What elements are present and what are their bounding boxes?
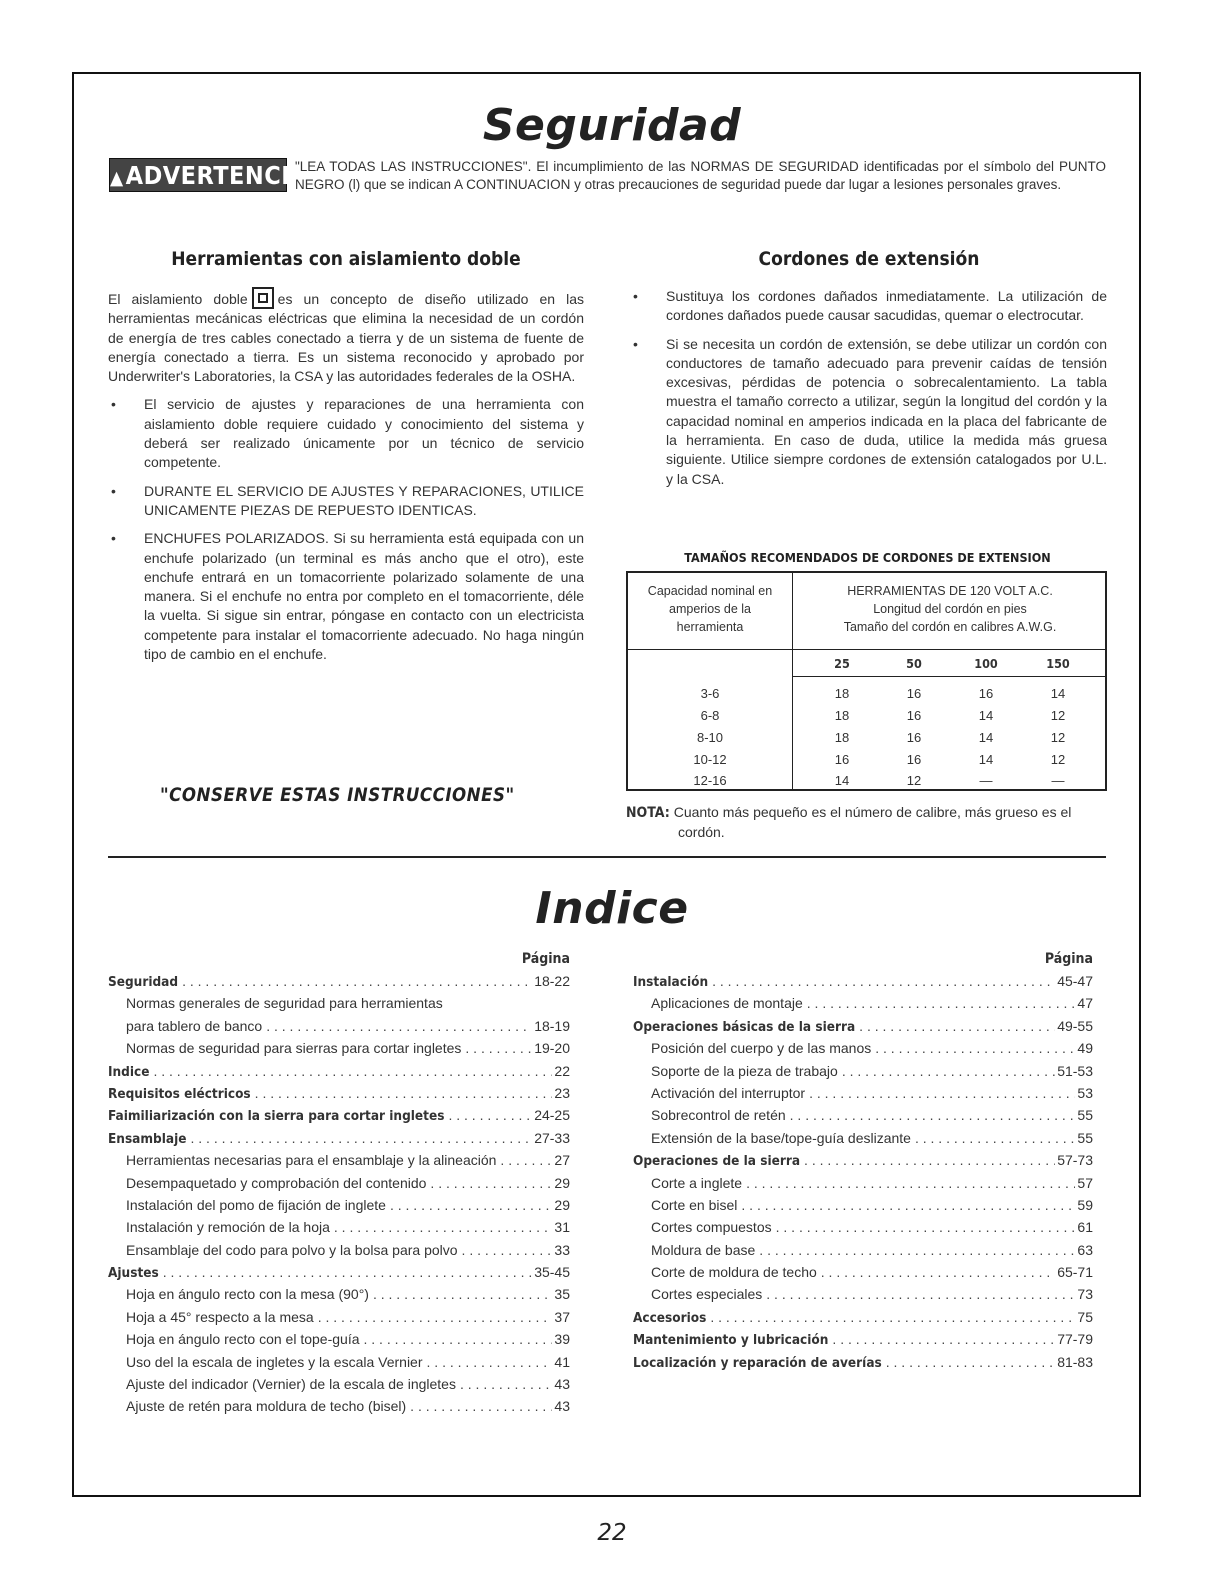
toc-entry-label: Ensamblaje del codo para polvo y la bolsa para polvo	[126, 1241, 458, 1258]
table-amps: 12-16	[693, 773, 727, 788]
toc-leader-dots	[710, 1306, 1075, 1328]
toc-entry	[108, 1015, 570, 1037]
toc-entry-page: 43	[554, 1376, 570, 1393]
indice-title: Indice	[535, 883, 689, 934]
toc-entry-page: 29	[554, 1174, 570, 1191]
toc-leader-dots	[807, 992, 1076, 1014]
toc-leader-dots	[460, 1373, 552, 1395]
toc-entry-page: 59	[1077, 1196, 1093, 1213]
toc-leader-dots	[373, 1283, 552, 1305]
nota-continuation: cordón.	[678, 824, 725, 840]
toc-entry	[108, 1172, 570, 1194]
toc-leader-dots	[390, 1194, 552, 1216]
pagina-label: Página	[1044, 951, 1093, 967]
toc-entry-label: Uso del la escala de ingletes y la escala Vernier	[126, 1353, 423, 1370]
toc-entry	[108, 1104, 570, 1126]
toc-entry-label: Corte a inglete	[651, 1174, 743, 1191]
toc-entry-label: Operaciones básicas de la sierra	[633, 1018, 856, 1035]
table-cell: 16	[906, 730, 922, 745]
toc-entry-page: 55	[1077, 1129, 1093, 1146]
toc-entry	[108, 1351, 570, 1373]
toc-leader-dots	[821, 1261, 1055, 1283]
toc-leader-dots	[153, 1060, 552, 1082]
toc-entry	[108, 1373, 570, 1395]
toc-entry-label: Herramientas necesarias para el ensamblaje y la alineación	[126, 1152, 497, 1169]
table-cell: 16	[906, 686, 922, 701]
amps-header: Capacidad nominal en amperios de la herramienta	[647, 584, 773, 634]
table-amps: 3-6	[700, 686, 720, 701]
toc-entry	[633, 1127, 1093, 1149]
toc-entry-label: Requisitos eléctricos	[108, 1085, 251, 1102]
toc-entry-page: 18-19	[534, 1017, 570, 1034]
toc-entry-label: Cortes especiales	[651, 1286, 763, 1303]
toc-entry-page: 65-71	[1057, 1264, 1093, 1281]
left-column	[108, 287, 584, 673]
toc-leader-dots	[190, 1127, 532, 1149]
table-cell: 12	[906, 773, 922, 788]
toc-entry-page: 33	[554, 1241, 570, 1258]
right-bullet: • Si se necesita un cordón de extensión, se debe utilizar un cordón con conductores de tamaño adecuado para prevenir caídas de tensión excesivas, pérdidas de potencia o sobrecalentamiento. La tabla muestra el tamaño correcto a utilizar, según la longitud del cordón y la capacidad nominal en amperios indicada en la placa del fabricante de la herramienta. En caso de duda, utilice la medida más gruesa siguiente. Utilice siempre cordones de extensión catalogados por U.L. y la CSA.	[633, 335, 1107, 487]
warning-badge	[109, 158, 309, 192]
length-header: 50	[906, 656, 922, 671]
toc-entry	[633, 1172, 1093, 1194]
toc-entry	[633, 1261, 1093, 1283]
table-cell: 16	[834, 752, 850, 767]
length-header: 100	[974, 656, 998, 671]
toc-entry	[633, 1104, 1093, 1126]
toc-entry	[108, 1239, 570, 1261]
toc-leader-dots	[790, 1104, 1076, 1126]
toc-leader-dots	[462, 1239, 553, 1261]
toc-entry-label: Cortes compuestos	[651, 1219, 772, 1236]
toc-leader-dots	[182, 970, 532, 992]
toc-leader-dots	[776, 1216, 1076, 1238]
toc-leader-dots	[500, 1149, 552, 1171]
toc-entry	[633, 1037, 1093, 1059]
table-cell: 12	[1050, 708, 1066, 723]
seguridad-title: Seguridad	[482, 100, 742, 151]
length-header: 25	[834, 656, 850, 671]
toc-entry	[633, 1082, 1093, 1104]
toc-leader-dots	[430, 1172, 552, 1194]
toc-entry-label: Normas generales de seguridad para herramientas	[126, 995, 443, 1012]
toc-entry-page: 23	[554, 1084, 570, 1101]
toc-entry	[633, 1239, 1093, 1261]
toc-right	[633, 948, 1093, 1373]
toc-entry-page: 31	[554, 1219, 570, 1236]
toc-entry	[108, 1395, 570, 1417]
table-cell: 16	[906, 752, 922, 767]
toc-entry-label: Hoja a 45° respecto a la mesa	[126, 1308, 314, 1325]
table-cell: 18	[834, 708, 850, 723]
extension-cord-table	[626, 571, 1107, 791]
right-heading: Cordones de extensión	[758, 248, 980, 270]
toc-entry-label: Ajuste de retén para moldura de techo (bisel)	[126, 1398, 407, 1415]
table-cell: 14	[834, 773, 850, 788]
toc-leader-dots	[448, 1104, 532, 1126]
left-bullet: • ENCHUFES POLARIZADOS. Si su herramienta está equipada con un enchufe polarizado (un terminal es más ancho que el otro), este enchufe entrará en un tomacorriente polarizado solamente de una manera. Si el enchufe no entra por completo en el tomacorriente, déle la vuelta. Si sigue sin entrar, póngase en contacto con un electricista competente para instalar el tomacorriente adecuado. No haga ningún tipo de cambio en el enchufe.	[111, 530, 584, 663]
toc-entry	[633, 1216, 1093, 1238]
toc-entry	[108, 1306, 570, 1328]
nota-text: Cuanto más pequeño es el número de calibre, más grueso es el	[673, 804, 1072, 820]
toc-entry	[108, 1328, 570, 1350]
toc-leader-dots	[886, 1351, 1055, 1373]
toc-entry	[633, 1283, 1093, 1305]
toc-entry-page: 45-47	[1057, 973, 1093, 989]
right-bullet: • Sustituya los cordones dañados inmediatamente. La utilización de cordones dañados puede causar sacudidas, quemar o electrocutar.	[633, 288, 1107, 324]
toc-entry	[108, 992, 570, 1014]
toc-entry	[633, 1149, 1093, 1171]
toc-entry-label: Aplicaciones de montaje	[651, 995, 803, 1012]
bullet-dot-icon: •	[111, 396, 116, 413]
toc-entry	[108, 1037, 570, 1059]
toc-entry-page: 51-53	[1057, 1062, 1093, 1079]
conserve-instrucciones: "CONSERVE ESTAS INSTRUCCIONES"	[160, 785, 515, 806]
toc-entry-label: Extensión de la base/tope-guía deslizante	[651, 1129, 911, 1146]
toc-entry-page: 43	[554, 1398, 570, 1415]
toc-entry-label: Instalación del pomo de fijación de inglete	[126, 1196, 386, 1213]
toc-entry	[108, 1149, 570, 1171]
right-column	[630, 287, 1107, 498]
toc-entry	[108, 1283, 570, 1305]
toc-leader-dots	[741, 1194, 1075, 1216]
toc-entry-page: 77-79	[1057, 1331, 1093, 1348]
toc-leader-dots	[318, 1306, 553, 1328]
toc-entry-page: 75	[1077, 1308, 1093, 1325]
toc-entry-label: Indice	[108, 1063, 150, 1080]
toc-entry	[108, 1082, 570, 1104]
toc-entry	[633, 1015, 1093, 1037]
toc-entry-label: Corte en bisel	[651, 1196, 738, 1213]
toc-entry-page: 73	[1077, 1286, 1093, 1303]
toc-entry-label: Accesorios	[633, 1309, 707, 1326]
toc-entry-page: 27	[554, 1152, 570, 1169]
double-insulation-intro: El aislamiento doble es un concepto de diseño utilizado en las herramientas mecánicas eléctricas que elimina la necesidad de un cordón de energía de tres cables conectado a tierra y de un sistema de fuente de energía conectado a tierra. Es un sistema reconocido y aprobado por Underwriter's Laboratories, la CSA y las autoridades federales de la OSHA.	[108, 287, 584, 386]
toc-entry-page: 57	[1077, 1174, 1093, 1191]
toc-entry-label: Normas de seguridad para sierras para cortar ingletes	[126, 1040, 462, 1057]
table-cell: 12	[1050, 752, 1066, 767]
table-cell: 18	[834, 730, 850, 745]
toc-entry	[108, 1261, 570, 1283]
toc-leader-dots	[334, 1216, 553, 1238]
warning-text: "LEA TODAS LAS INSTRUCCIONES". El incumplimiento de las NORMAS DE SEGURIDAD identificadas por el símbolo del PUNTO NEGRO (l) que se indican A CONTINUACION y otras precauciones de seguridad puede dar lugar a lesiones personales graves.	[295, 159, 1106, 192]
toc-entry-page: 49	[1077, 1040, 1093, 1057]
toc-entry-label: Ensamblaje	[108, 1130, 187, 1147]
toc-entry-label: Instalación	[633, 974, 709, 990]
toc-entry	[108, 1194, 570, 1216]
toc-entry-label: Mantenimiento y lubricación	[633, 1332, 829, 1349]
table-cell: —	[1051, 773, 1065, 788]
toc-entry-label: Soporte de la pieza de trabajo	[651, 1062, 838, 1079]
table-amps: 8-10	[696, 730, 724, 745]
toc-entry-label: Seguridad	[108, 974, 179, 990]
toc-entry-label: Sobrecontrol de retén	[651, 1107, 786, 1124]
toc-entry-label: Ajustes	[108, 1265, 159, 1282]
toc-leader-dots	[364, 1328, 553, 1350]
table-cell: 14	[978, 752, 994, 767]
table-cell: 14	[1050, 686, 1066, 701]
toc-entry-page: 35	[554, 1286, 570, 1303]
nota-label: NOTA:	[626, 805, 670, 821]
toc-entry	[633, 1328, 1093, 1350]
table-cell: 16	[978, 686, 994, 701]
toc-entry-page: 61	[1077, 1219, 1093, 1236]
table-cell: 16	[906, 708, 922, 723]
toc-entry-label: Hoja en ángulo recto con el tope-guía	[126, 1331, 360, 1348]
length-header: 150	[1046, 656, 1070, 671]
toc-entry-page: 53	[1077, 1084, 1093, 1101]
toc-entry-page: 29	[554, 1196, 570, 1213]
toc-leader-dots	[712, 970, 1055, 992]
bullet-dot-icon: •	[111, 530, 116, 547]
toc-entry	[108, 970, 570, 992]
toc-leader-dots	[875, 1037, 1075, 1059]
bullet-dot-icon: •	[633, 335, 638, 352]
toc-entry-label: Ajuste del indicador (Vernier) de la escala de ingletes	[126, 1376, 456, 1393]
toc-leader-dots	[255, 1082, 553, 1104]
bullet-dot-icon: •	[633, 288, 638, 304]
toc-entry-page: 39	[554, 1331, 570, 1348]
table-title: TAMAÑOS RECOMENDADOS DE CORDONES DE EXTENSION	[684, 550, 1051, 565]
toc-entry-page: 57-73	[1057, 1152, 1093, 1169]
warning-triangle-icon: ▲	[110, 167, 124, 189]
toc-entry-page: 81-83	[1057, 1353, 1093, 1370]
toc-entry	[108, 1216, 570, 1238]
toc-entry-label: Hoja en ángulo recto con la mesa (90°)	[126, 1286, 369, 1303]
double-insulation-icon	[252, 287, 274, 309]
toc-entry	[108, 1127, 570, 1149]
table-amps: 10-12	[693, 752, 727, 767]
table-cell: 14	[978, 708, 994, 723]
toc-leader-dots	[766, 1283, 1075, 1305]
table-amps: 6-8	[700, 708, 720, 723]
toc-entry-label: para tablero de banco	[126, 1017, 263, 1034]
tools-header: HERRAMIENTAS DE 120 VOLT A.C. Longitud del cordón en pies Tamaño del cordón en calibres A.W.G.	[843, 584, 1057, 634]
toc-leader-dots	[842, 1060, 1055, 1082]
warning-badge-label: ADVERTENCIA	[125, 161, 309, 190]
toc-entry	[633, 1351, 1093, 1373]
bullet-dot-icon: •	[111, 482, 116, 499]
toc-entry-page: 37	[554, 1308, 570, 1325]
section-divider	[108, 856, 1106, 858]
toc-entry-label: Activación del interruptor	[651, 1084, 806, 1101]
toc-leader-dots	[804, 1149, 1055, 1171]
toc-leader-dots	[427, 1351, 553, 1373]
toc-entry-label: Moldura de base	[651, 1241, 756, 1258]
toc-entry	[633, 1060, 1093, 1082]
toc-entry-label: Faimiliarización con la sierra para cortar ingletes	[108, 1108, 445, 1125]
toc-entry-label: Desempaquetado y comprobación del contenido	[126, 1174, 427, 1191]
toc-entry-page: 35-45	[534, 1264, 570, 1281]
toc-entry	[633, 1306, 1093, 1328]
toc-entry-page: 24-25	[534, 1107, 570, 1124]
pagina-label: Página	[521, 951, 570, 967]
toc-leader-dots	[746, 1172, 1075, 1194]
toc-leader-dots	[809, 1082, 1075, 1104]
toc-leader-dots	[465, 1037, 532, 1059]
toc-entry-label: Instalación y remoción de la hoja	[126, 1219, 330, 1236]
toc-entry-page: 22	[554, 1062, 570, 1079]
toc-entry	[633, 970, 1093, 992]
toc-entry-page: 18-22	[534, 973, 570, 989]
toc-entry-page: 19-20	[534, 1040, 570, 1057]
table-cell: 14	[978, 730, 994, 745]
toc-leader-dots	[859, 1015, 1055, 1037]
warning-block	[108, 158, 1106, 194]
table-cell: 12	[1050, 730, 1066, 745]
toc-leader-dots	[163, 1261, 532, 1283]
toc-leader-dots	[266, 1015, 532, 1037]
left-bullet: • El servicio de ajustes y reparaciones de una herramienta con aislamiento doble requiere cuidado y conocimiento del sistema y deberá ser realizado únicamente por un técnico de servicio competente.	[111, 396, 584, 471]
toc-entry-label: Posición del cuerpo y de las manos	[651, 1040, 872, 1057]
page-number: 22	[597, 1520, 627, 1546]
toc-entry-label: Corte de moldura de techo	[651, 1264, 817, 1281]
left-heading: Herramientas con aislamiento doble	[171, 248, 521, 270]
toc-leader-dots	[915, 1127, 1075, 1149]
toc-leader-dots	[832, 1328, 1055, 1350]
toc-entry-label: Localización y reparación de averías	[633, 1354, 882, 1371]
toc-entry-page: 63	[1077, 1241, 1093, 1258]
toc-entry-label: Operaciones de la sierra	[633, 1153, 801, 1170]
toc-entry-page: 41	[554, 1353, 570, 1370]
toc-entry-page: 55	[1077, 1107, 1093, 1124]
left-bullet: • DURANTE EL SERVICIO DE AJUSTES Y REPARACIONES, UTILICE UNICAMENTE PIEZAS DE REPUESTO IDENTICAS.	[111, 482, 584, 518]
toc-entry	[633, 1194, 1093, 1216]
toc-entry-page: 47	[1077, 995, 1093, 1012]
toc-left	[108, 948, 570, 1418]
nota	[626, 803, 1107, 842]
toc-leader-dots	[759, 1239, 1075, 1261]
toc-entry	[108, 1060, 570, 1082]
toc-entry-page: 49-55	[1057, 1017, 1093, 1034]
table-cell: —	[979, 773, 993, 788]
table-cell: 18	[834, 686, 850, 701]
toc-leader-dots	[410, 1395, 552, 1417]
toc-entry	[633, 992, 1093, 1014]
toc-entry-page: 27-33	[534, 1129, 570, 1146]
